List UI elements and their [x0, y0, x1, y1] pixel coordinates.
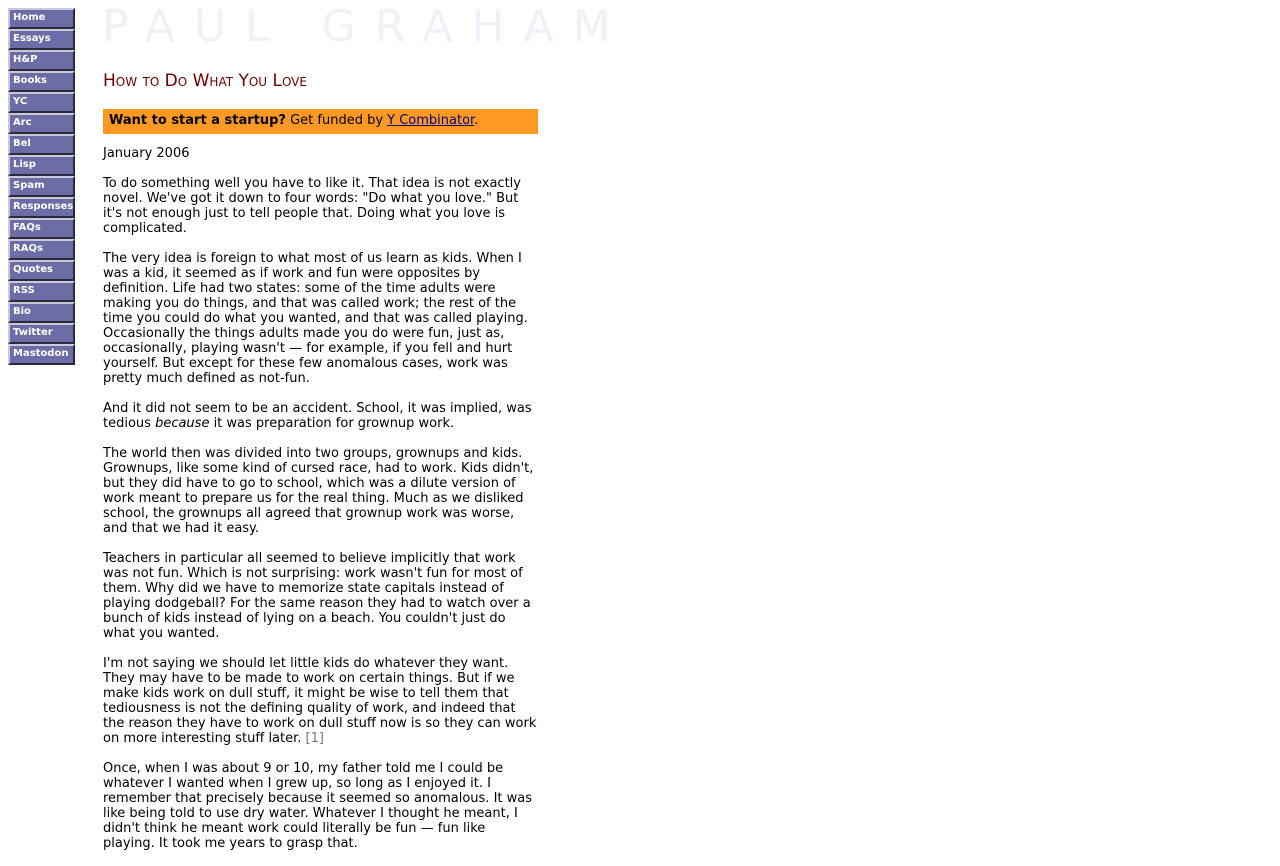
nav-bel-button[interactable]: Bel	[8, 134, 75, 155]
nav-spam-button[interactable]: Spam	[8, 176, 75, 197]
yc-link[interactable]: Y Combinator	[387, 113, 475, 128]
nav-home-button[interactable]: Home	[8, 8, 75, 29]
nav-responses-button[interactable]: Responses	[8, 197, 75, 218]
nav-raqs-button[interactable]: RAQs	[8, 239, 75, 260]
nav-yc-button[interactable]: YC	[8, 92, 75, 113]
nav-essays-button[interactable]: Essays	[8, 29, 75, 50]
article-date: January 2006	[103, 146, 190, 161]
nav-lisp-button[interactable]: Lisp	[8, 155, 75, 176]
nav-rss-button[interactable]: RSS	[8, 281, 75, 302]
footnote-link-1[interactable]: [1]	[305, 731, 324, 746]
nav-hackers-painters-button[interactable]: H&P	[8, 50, 75, 71]
banner-end: .	[474, 113, 479, 128]
paragraph-5: Teachers in particular all seemed to believe implicitly that work was not fun. Which is not surprising: work wasn't fun for most of them. Why did we have to memorize state capitals instead of playing dodgeball? For the same reason they had to watch over a bunch of kids instead of lying on a beach. You couldn't just do what you wanted.	[103, 551, 531, 641]
page-title: How to Do What You Love	[103, 71, 307, 91]
paragraph-2: The very idea is foreign to what most of us learn as kids. When I was a kid, it seemed as if work and fun were opposites by definition. Life had two states: some of the time adults were making you do things, and that was called work; the rest of the time you could do what you wanted, and that was called playing. Occasionally the things adults made you do were fun, just as, occasionally, playing wasn't — for example, if you fell and hurt yourself. But except for these few anomalous cases, work was pretty much defined as not-fun.	[103, 251, 528, 386]
nav-twitter-button[interactable]: Twitter	[8, 323, 75, 344]
paragraph-1: To do something well you have to like it. That idea is not exactly novel. We've got it down to four words: "Do what you love." But it's not enough just to tell people that. Doing what you love is complicated.	[103, 176, 521, 236]
nav-quotes-button[interactable]: Quotes	[8, 260, 75, 281]
nav-arc-button[interactable]: Arc	[8, 113, 75, 134]
nav-mastodon-button[interactable]: Mastodon	[8, 344, 75, 365]
paragraph-3-a: And it did not seem to be an accident. School, it was implied, was tedious	[103, 401, 532, 431]
nav-faqs-button[interactable]: FAQs	[8, 218, 75, 239]
paragraph-3-b: it was preparation for grownup work.	[209, 416, 455, 431]
banner-text: Get funded by	[285, 113, 388, 128]
paragraph-4: The world then was divided into two groups, grownups and kids. Grownups, like some kind of cursed race, had to work. Kids didn't, but they did have to go to school, which was a dilute version of work meant to prepare us for the real thing. Much as we disliked school, the grownups all agreed that grownup work was worse, and that we had it easy.	[103, 446, 534, 536]
paragraph-6-text: I'm not saying we should let little kids do whatever they want. They may have to be made to work on certain things. But if we make kids work on dull stuff, it might be wise to tell them that tediousness is not the defining quality of work, and indeed that the reason they have to work on dull stuff now is so they can work on more interesting stuff later.	[103, 656, 537, 746]
paragraph-3	[103, 401, 538, 431]
paragraph-7: Once, when I was about 9 or 10, my father told me I could be whatever I wanted when I grew up, so long as I enjoyed it. I remember that precisely because it seemed so anomalous. It was like being told to use dry water. Whatever I thought he meant, I didn't think he meant work could literally be fun — fun like playing. It took me years to grasp that.	[103, 761, 533, 851]
site-logo[interactable]: PAUL GRAHAM	[102, 1, 630, 52]
paragraph-6	[103, 656, 538, 746]
paragraph-3-emphasis: because	[155, 416, 210, 431]
yc-banner	[103, 109, 538, 134]
article	[103, 70, 538, 866]
sidebar-nav	[8, 8, 75, 365]
nav-books-button[interactable]: Books	[8, 71, 75, 92]
nav-bio-button[interactable]: Bio	[8, 302, 75, 323]
banner-lead: Want to start a startup?	[109, 113, 286, 128]
